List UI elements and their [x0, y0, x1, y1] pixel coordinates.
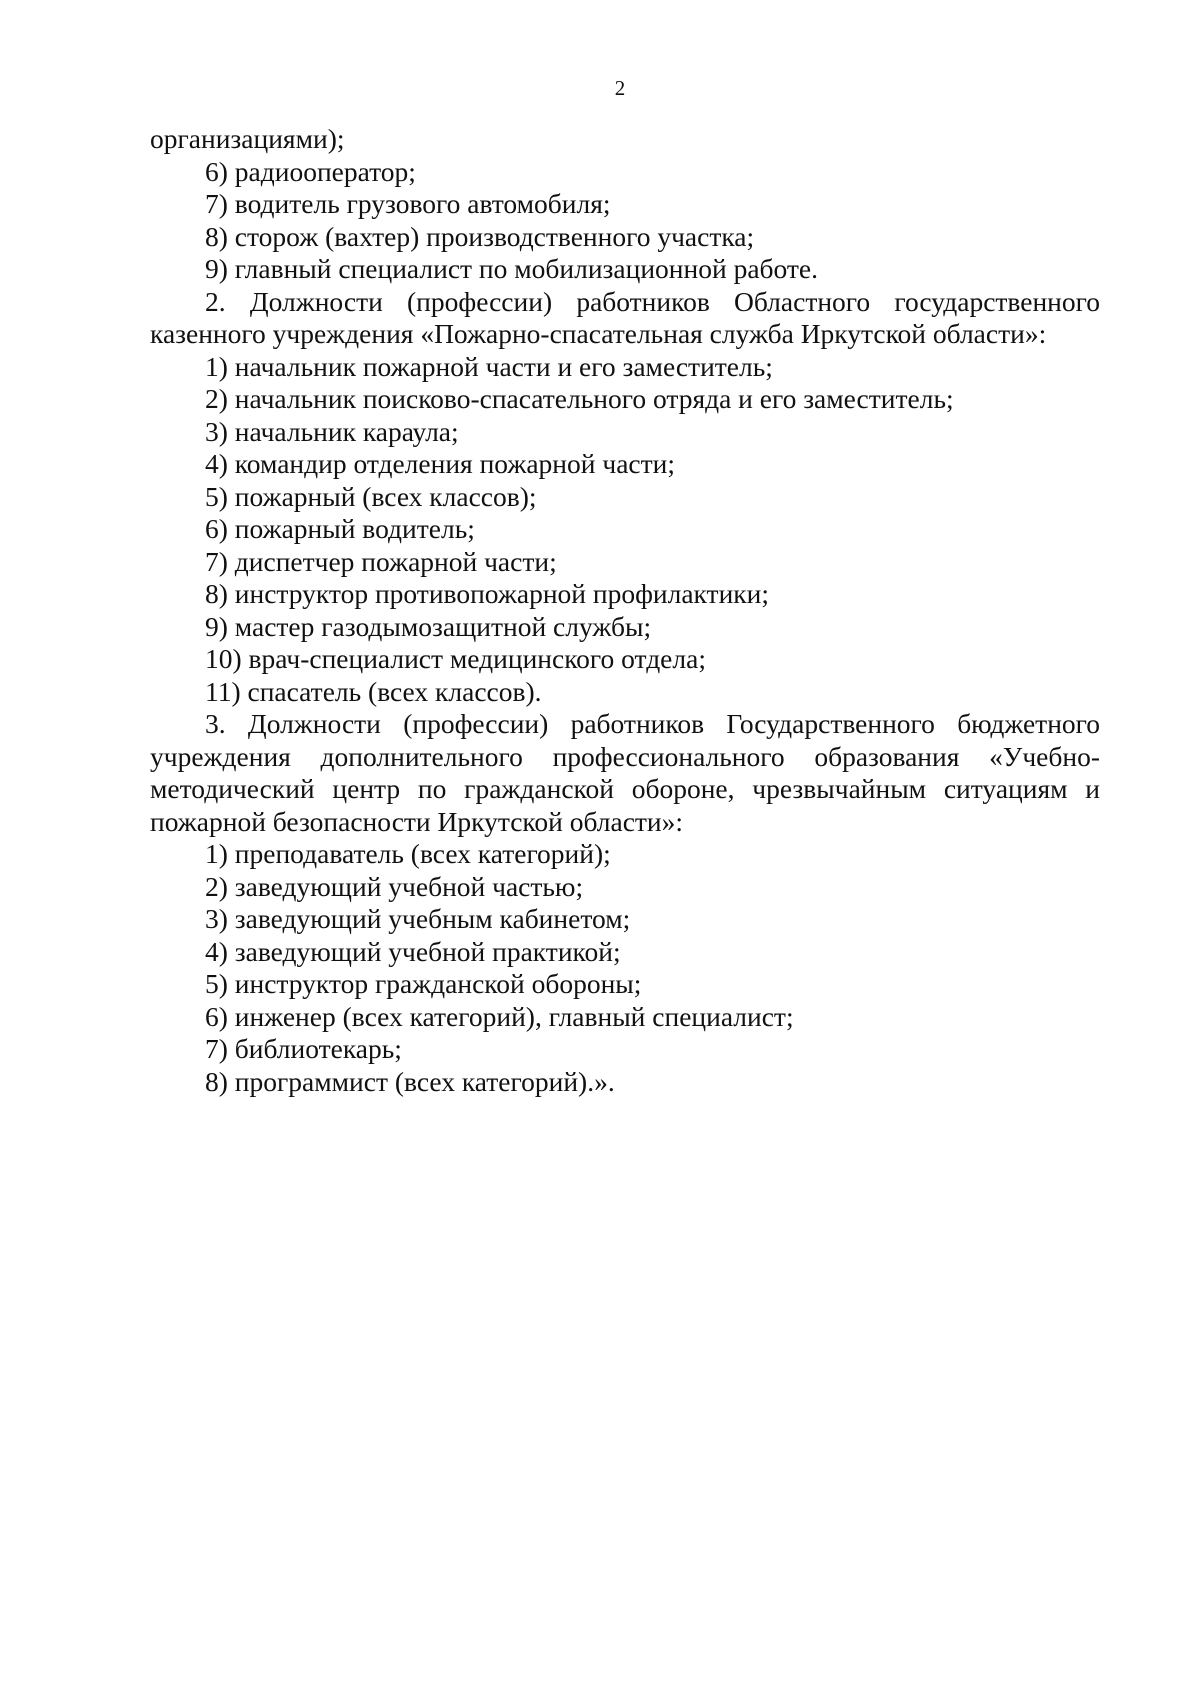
list-item: 4) заведующий учебной практикой;	[205, 935, 621, 967]
page-number: 2	[614, 76, 626, 100]
list-item: 1) преподаватель (всех категорий);	[205, 838, 611, 869]
list-item: 6) радиооператор;	[205, 155, 416, 187]
list-item: 10) врач-специалист медицинского отдела;	[205, 643, 706, 674]
continuation-line: организациями);	[150, 123, 345, 154]
section-3-heading: 3. Должности (профессии) работников Государственного бюджетного учреждения дополнительного профессионального образования «Учебно-методический центр по гражданской обороне, чрезвычайным ситуациям и пожарной безопасности Иркутской области»:	[150, 708, 1100, 837]
list-item: 6) инженер (всех категорий), главный специалист;	[205, 1000, 794, 1032]
list-item: 9) мастер газодымозащитной службы;	[205, 610, 652, 642]
list-item: 7) водитель грузового автомобиля;	[205, 188, 611, 219]
list-item: 5) инструктор гражданской обороны;	[205, 968, 642, 999]
list-item: 3) начальник караула;	[205, 415, 459, 447]
document-body	[150, 123, 1100, 1098]
list-item: 7) диспетчер пожарной части;	[205, 545, 557, 577]
list-item: 5) пожарный (всех классов);	[205, 480, 537, 512]
list-item: 8) инструктор противопожарной профилактики;	[205, 578, 770, 609]
list-item: 7) библиотекарь;	[205, 1033, 402, 1064]
list-item: 4) командир отделения пожарной части;	[205, 448, 675, 479]
list-item: 8) программист (всех категорий).».	[205, 1065, 615, 1097]
section-2-heading: 2. Должности (профессии) работников Областного государственного казенного учреждения «Пожарно-спасательная служба Иркутской области»:	[150, 285, 1100, 349]
list-item: 1) начальник пожарной части и его заместитель;	[205, 350, 773, 382]
list-item: 2) начальник поисково-спасательного отряда и его заместитель;	[205, 383, 954, 414]
list-item: 9) главный специалист по мобилизационной работе.	[205, 253, 819, 284]
list-item: 11) спасатель (всех классов).	[205, 675, 542, 707]
list-item: 3) заведующий учебным кабинетом;	[205, 903, 631, 934]
list-item: 2) заведующий учебной частью;	[205, 870, 584, 902]
list-item: 6) пожарный водитель;	[205, 513, 475, 544]
list-item: 8) сторож (вахтер) производственного участка;	[205, 220, 755, 252]
